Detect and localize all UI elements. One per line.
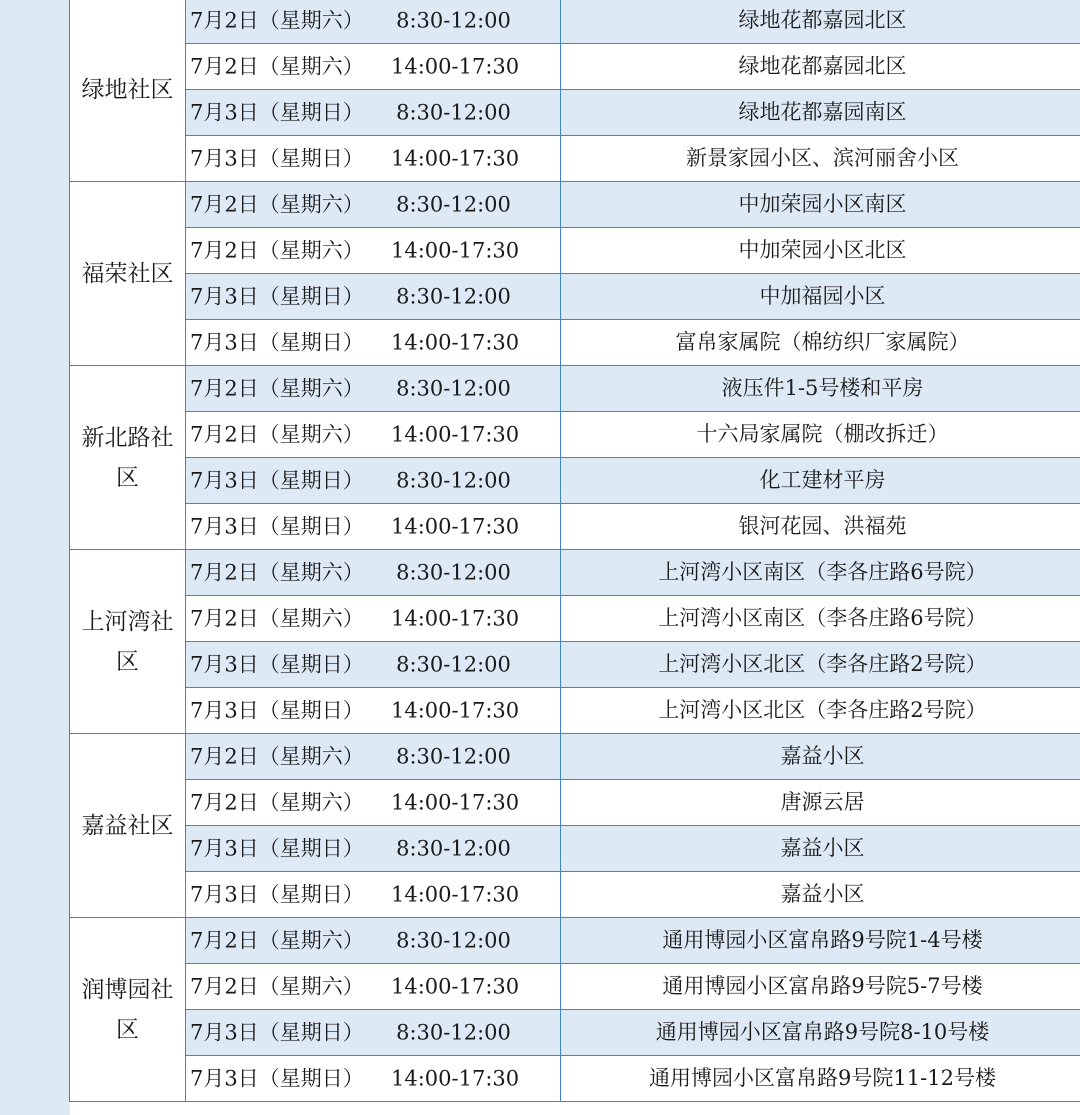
date-text: 7月3日（星期日） [190, 283, 364, 308]
time-range-text: 8:30-12:00 [396, 835, 511, 860]
time-range-text: 8:30-12:00 [396, 467, 511, 492]
table-row [70, 136, 1080, 182]
table-row [70, 918, 1080, 964]
time-range-text: 14:00-17:30 [391, 237, 520, 262]
location-cell: 上河湾小区南区（李各庄路6号院） [561, 550, 1080, 596]
time-range-text: 14:00-17:30 [391, 145, 520, 170]
community-name-cell: 上河湾社区 [70, 550, 186, 734]
location-cell: 新景家园小区、滨河丽舍小区 [561, 136, 1080, 182]
table-row [70, 596, 1080, 642]
time-range-text: 14:00-17:30 [391, 881, 520, 906]
location-cell: 上河湾小区北区（李各庄路2号院） [561, 688, 1080, 734]
time-range-text: 14:00-17:30 [391, 329, 520, 354]
location-cell: 中加福园小区 [561, 274, 1080, 320]
location-cell: 嘉益小区 [561, 826, 1080, 872]
date-text: 7月2日（星期六） [190, 191, 364, 216]
date-text: 7月3日（星期日） [190, 329, 364, 354]
time-range-text: 8:30-12:00 [396, 743, 511, 768]
community-name-cell: 嘉益社区 [70, 734, 186, 918]
time-range-text: 8:30-12:00 [396, 283, 511, 308]
community-name-cell: 新北路社区 [70, 366, 186, 550]
date-time-cell [186, 596, 561, 642]
schedule-table-body [70, 0, 1080, 1102]
date-text: 7月3日（星期日） [190, 835, 364, 860]
community-name-cell: 绿地社区 [70, 0, 186, 182]
date-text: 7月3日（星期日） [190, 467, 364, 492]
date-text: 7月2日（星期六） [190, 927, 364, 952]
schedule-table [69, 0, 1080, 1102]
time-range-text: 8:30-12:00 [396, 559, 511, 584]
location-cell: 富帛家属院（棉纺织厂家属院） [561, 320, 1080, 366]
time-range-text: 8:30-12:00 [396, 7, 511, 32]
table-row [70, 412, 1080, 458]
time-range-text: 14:00-17:30 [391, 513, 520, 538]
location-cell: 绿地花都嘉园南区 [561, 90, 1080, 136]
date-time-cell [186, 688, 561, 734]
date-time-cell [186, 1010, 561, 1056]
table-row [70, 458, 1080, 504]
location-cell: 绿地花都嘉园北区 [561, 0, 1080, 44]
date-time-cell [186, 504, 561, 550]
location-cell: 液压件1-5号楼和平房 [561, 366, 1080, 412]
date-time-cell [186, 412, 561, 458]
date-text: 7月3日（星期日） [190, 697, 364, 722]
time-range-text: 8:30-12:00 [396, 927, 511, 952]
time-range-text: 8:30-12:00 [396, 651, 511, 676]
location-cell: 中加荣园小区南区 [561, 182, 1080, 228]
date-time-cell [186, 320, 561, 366]
date-time-cell [186, 366, 561, 412]
location-cell: 嘉益小区 [561, 734, 1080, 780]
table-row [70, 228, 1080, 274]
table-row [70, 366, 1080, 412]
date-time-cell [186, 642, 561, 688]
time-range-text: 14:00-17:30 [391, 53, 520, 78]
time-range-text: 14:00-17:30 [391, 605, 520, 630]
table-row [70, 320, 1080, 366]
date-text: 7月2日（星期六） [190, 7, 364, 32]
time-range-text: 8:30-12:00 [396, 99, 511, 124]
location-cell: 上河湾小区南区（李各庄路6号院） [561, 596, 1080, 642]
location-cell: 银河花园、洪福苑 [561, 504, 1080, 550]
location-cell: 通用博园小区富帛路9号院11-12号楼 [561, 1056, 1080, 1102]
date-text: 7月2日（星期六） [190, 421, 364, 446]
table-row [70, 780, 1080, 826]
date-text: 7月3日（星期日） [190, 145, 364, 170]
community-name-cell: 福荣社区 [70, 182, 186, 366]
date-text: 7月3日（星期日） [190, 881, 364, 906]
date-text: 7月2日（星期六） [190, 973, 364, 998]
table-row [70, 1056, 1080, 1102]
table-row [70, 964, 1080, 1010]
date-time-cell [186, 182, 561, 228]
table-row [70, 0, 1080, 44]
time-range-text: 14:00-17:30 [391, 697, 520, 722]
location-cell: 通用博园小区富帛路9号院1-4号楼 [561, 918, 1080, 964]
date-text: 7月3日（星期日） [190, 99, 364, 124]
location-cell: 唐源云居 [561, 780, 1080, 826]
date-text: 7月2日（星期六） [190, 559, 364, 584]
location-cell: 上河湾小区北区（李各庄路2号院） [561, 642, 1080, 688]
time-range-text: 8:30-12:00 [396, 191, 511, 216]
time-range-text: 8:30-12:00 [396, 1019, 511, 1044]
table-row [70, 182, 1080, 228]
date-text: 7月2日（星期六） [190, 53, 364, 78]
time-range-text: 14:00-17:30 [391, 789, 520, 814]
table-row [70, 550, 1080, 596]
time-range-text: 8:30-12:00 [396, 375, 511, 400]
table-row [70, 734, 1080, 780]
date-time-cell [186, 826, 561, 872]
date-time-cell [186, 964, 561, 1010]
date-text: 7月2日（星期六） [190, 237, 364, 262]
date-time-cell [186, 44, 561, 90]
time-range-text: 14:00-17:30 [391, 421, 520, 446]
date-time-cell [186, 0, 561, 44]
date-text: 7月2日（星期六） [190, 375, 364, 400]
location-cell: 中加荣园小区北区 [561, 228, 1080, 274]
date-text: 7月3日（星期日） [190, 1065, 364, 1090]
date-text: 7月2日（星期六） [190, 789, 364, 814]
date-text: 7月3日（星期日） [190, 513, 364, 538]
location-cell: 十六局家属院（棚改拆迁） [561, 412, 1080, 458]
time-range-text: 14:00-17:30 [391, 973, 520, 998]
date-time-cell [186, 780, 561, 826]
schedule-table-wrapper [69, 0, 1080, 1102]
date-text: 7月3日（星期日） [190, 651, 364, 676]
location-cell: 绿地花都嘉园北区 [561, 44, 1080, 90]
date-time-cell [186, 274, 561, 320]
table-row [70, 872, 1080, 918]
location-cell: 通用博园小区富帛路9号院5-7号楼 [561, 964, 1080, 1010]
location-cell: 化工建材平房 [561, 458, 1080, 504]
date-time-cell [186, 918, 561, 964]
time-range-text: 14:00-17:30 [391, 1065, 520, 1090]
date-time-cell [186, 734, 561, 780]
table-row [70, 642, 1080, 688]
left-margin-band [0, 0, 70, 1115]
date-text: 7月3日（星期日） [190, 1019, 364, 1044]
table-row [70, 90, 1080, 136]
table-row [70, 1010, 1080, 1056]
date-time-cell [186, 1056, 561, 1102]
date-time-cell [186, 90, 561, 136]
location-cell: 嘉益小区 [561, 872, 1080, 918]
community-name-cell: 润博园社区 [70, 918, 186, 1102]
date-time-cell [186, 228, 561, 274]
date-time-cell [186, 458, 561, 504]
date-time-cell [186, 872, 561, 918]
table-row [70, 504, 1080, 550]
table-row [70, 826, 1080, 872]
date-time-cell [186, 550, 561, 596]
date-time-cell [186, 136, 561, 182]
date-text: 7月2日（星期六） [190, 605, 364, 630]
table-row [70, 688, 1080, 734]
location-cell: 通用博园小区富帛路9号院8-10号楼 [561, 1010, 1080, 1056]
table-row [70, 44, 1080, 90]
date-text: 7月2日（星期六） [190, 743, 364, 768]
table-row [70, 274, 1080, 320]
